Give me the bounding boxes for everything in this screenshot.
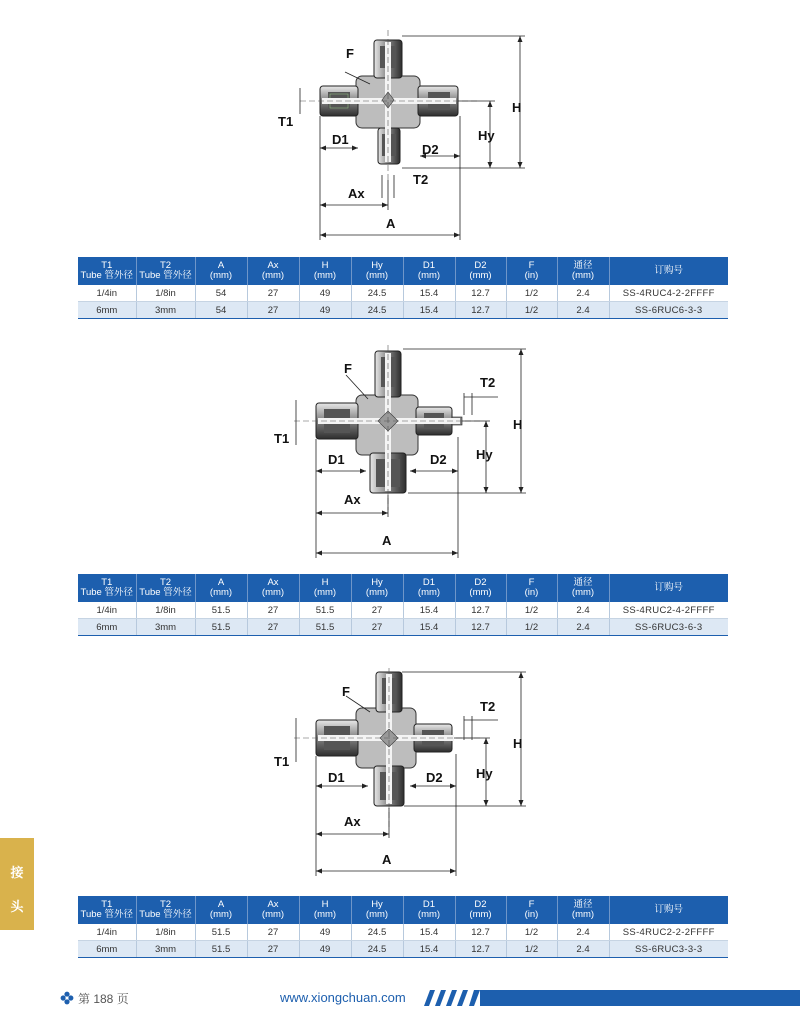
header-h: H (mm) bbox=[299, 257, 351, 285]
cell: 15.4 bbox=[403, 285, 455, 302]
table-row bbox=[78, 924, 728, 941]
cell: 24.5 bbox=[351, 941, 403, 958]
header-ax: Ax (mm) bbox=[247, 896, 299, 924]
cell: 15.4 bbox=[403, 924, 455, 941]
cell: 2.4 bbox=[557, 302, 609, 319]
header-f: F (in) bbox=[506, 257, 557, 285]
table-header-row bbox=[78, 257, 728, 285]
label-t2: T2 bbox=[413, 172, 429, 187]
cell: 1/8in bbox=[136, 602, 195, 619]
cell: 1/4in bbox=[78, 602, 136, 619]
header-ax: Ax (mm) bbox=[247, 257, 299, 285]
label-hy: Hy bbox=[478, 128, 495, 143]
header-a: A (mm) bbox=[195, 896, 247, 924]
cell: 51.5 bbox=[195, 602, 247, 619]
label-ax: Ax bbox=[344, 814, 361, 829]
table-row bbox=[78, 602, 728, 619]
cell: 1/2 bbox=[506, 924, 557, 941]
header-hy: Hy (mm) bbox=[351, 257, 403, 285]
label-a: A bbox=[382, 533, 392, 548]
order-number: SS-6RUC3-3-3 bbox=[609, 941, 728, 958]
flower-icon bbox=[60, 991, 74, 1005]
header-order-no: 订购号 bbox=[609, 896, 728, 924]
label-d2: D2 bbox=[430, 452, 447, 467]
cell: 12.7 bbox=[455, 924, 506, 941]
order-number: SS-4RUC2-2-2FFFF bbox=[609, 924, 728, 941]
label-d1: D1 bbox=[332, 132, 349, 147]
header-t1: T1 Tube 管外径 bbox=[78, 257, 136, 285]
page-number bbox=[60, 988, 129, 1008]
label-t2: T2 bbox=[480, 699, 496, 714]
cell: 51.5 bbox=[195, 619, 247, 636]
label-hy: Hy bbox=[476, 766, 493, 781]
cell: 49 bbox=[299, 302, 351, 319]
header-d1: D1 (mm) bbox=[403, 896, 455, 924]
page-number-text: 第 188 页 bbox=[78, 991, 129, 1006]
fitting-drawing bbox=[300, 30, 480, 180]
header-f: F (in) bbox=[506, 574, 557, 602]
cell: 12.7 bbox=[455, 602, 506, 619]
cell: 24.5 bbox=[351, 285, 403, 302]
cell: 1/8in bbox=[136, 285, 195, 302]
header-bore: 通径 (mm) bbox=[557, 896, 609, 924]
header-d2: D2 (mm) bbox=[455, 896, 506, 924]
fitting-drawing bbox=[294, 668, 483, 828]
cell: 27 bbox=[351, 602, 403, 619]
cell: 6mm bbox=[78, 619, 136, 636]
cell: 6mm bbox=[78, 941, 136, 958]
cell: 3mm bbox=[136, 941, 195, 958]
cell: 51.5 bbox=[195, 924, 247, 941]
cell: 24.5 bbox=[351, 924, 403, 941]
stripe-decoration bbox=[424, 990, 480, 1006]
header-t1: T1 Tube 管外径 bbox=[78, 896, 136, 924]
cell: 54 bbox=[195, 285, 247, 302]
spec-table-3 bbox=[78, 896, 728, 958]
cell: 3mm bbox=[136, 302, 195, 319]
spec-table-2 bbox=[78, 574, 728, 636]
fitting-drawing bbox=[294, 345, 483, 510]
header-a: A (mm) bbox=[195, 574, 247, 602]
label-h: H bbox=[513, 736, 523, 751]
header-d1: D1 (mm) bbox=[403, 257, 455, 285]
website-link[interactable]: www.xiongchuan.com bbox=[280, 990, 406, 1005]
label-h: H bbox=[512, 100, 522, 115]
section-side-tab bbox=[0, 838, 34, 930]
label-h: H bbox=[513, 417, 523, 432]
header-d1: D1 (mm) bbox=[403, 574, 455, 602]
label-t1: T1 bbox=[278, 114, 294, 129]
cell: 12.7 bbox=[455, 619, 506, 636]
cell: 51.5 bbox=[195, 941, 247, 958]
label-hy: Hy bbox=[476, 447, 493, 462]
cell: 27 bbox=[247, 924, 299, 941]
cross-fitting-diagram-2 bbox=[268, 345, 538, 560]
header-t2: T2 Tube 管外径 bbox=[136, 574, 195, 602]
cell: 49 bbox=[299, 941, 351, 958]
cell: 1/2 bbox=[506, 302, 557, 319]
table-row bbox=[78, 285, 728, 302]
cell: 2.4 bbox=[557, 602, 609, 619]
label-f: F bbox=[346, 46, 354, 61]
cell: 12.7 bbox=[455, 285, 506, 302]
label-t1: T1 bbox=[274, 754, 290, 769]
cell: 6mm bbox=[78, 302, 136, 319]
cell: 1/2 bbox=[506, 602, 557, 619]
label-a: A bbox=[382, 852, 392, 867]
cell: 12.7 bbox=[455, 302, 506, 319]
cell: 1/8in bbox=[136, 924, 195, 941]
order-number: SS-6RUC3-6-3 bbox=[609, 619, 728, 636]
header-h: H (mm) bbox=[299, 574, 351, 602]
label-f: F bbox=[344, 361, 352, 376]
label-ax: Ax bbox=[344, 492, 361, 507]
cell: 1/2 bbox=[506, 285, 557, 302]
header-a: A (mm) bbox=[195, 257, 247, 285]
header-hy: Hy (mm) bbox=[351, 574, 403, 602]
header-bore: 通径 (mm) bbox=[557, 574, 609, 602]
header-f: F (in) bbox=[506, 896, 557, 924]
header-t2: T2 Tube 管外径 bbox=[136, 896, 195, 924]
order-number: SS-4RUC4-2-2FFFF bbox=[609, 285, 728, 302]
cell: 49 bbox=[299, 285, 351, 302]
cell: 3mm bbox=[136, 619, 195, 636]
table-row bbox=[78, 941, 728, 958]
cell: 51.5 bbox=[299, 619, 351, 636]
label-d1: D1 bbox=[328, 452, 345, 467]
order-number: SS-6RUC6-3-3 bbox=[609, 302, 728, 319]
spec-table-1 bbox=[78, 257, 728, 319]
table-row bbox=[78, 619, 728, 636]
table-row bbox=[78, 302, 728, 319]
table-header-row bbox=[78, 896, 728, 924]
cell: 12.7 bbox=[455, 941, 506, 958]
header-ax: Ax (mm) bbox=[247, 574, 299, 602]
label-a: A bbox=[386, 216, 396, 231]
cell: 1/2 bbox=[506, 941, 557, 958]
footer-bar bbox=[480, 990, 800, 1006]
header-order-no: 订购号 bbox=[609, 257, 728, 285]
cell: 1/4in bbox=[78, 285, 136, 302]
cell: 27 bbox=[247, 619, 299, 636]
header-d2: D2 (mm) bbox=[455, 257, 506, 285]
cell: 2.4 bbox=[557, 285, 609, 302]
cell: 49 bbox=[299, 924, 351, 941]
order-number: SS-4RUC2-4-2FFFF bbox=[609, 602, 728, 619]
cell: 2.4 bbox=[557, 941, 609, 958]
table-header-row bbox=[78, 574, 728, 602]
header-h: H (mm) bbox=[299, 896, 351, 924]
cell: 15.4 bbox=[403, 602, 455, 619]
cell: 1/4in bbox=[78, 924, 136, 941]
cell: 27 bbox=[247, 285, 299, 302]
label-ax: Ax bbox=[348, 186, 365, 201]
cell: 27 bbox=[247, 941, 299, 958]
cross-fitting-diagram-3 bbox=[268, 668, 538, 880]
cross-fitting-diagram-1 bbox=[270, 30, 540, 242]
cell: 51.5 bbox=[299, 602, 351, 619]
header-hy: Hy (mm) bbox=[351, 896, 403, 924]
cell: 24.5 bbox=[351, 302, 403, 319]
label-t1: T1 bbox=[274, 431, 290, 446]
cell: 1/2 bbox=[506, 619, 557, 636]
header-t1: T1 Tube 管外径 bbox=[78, 574, 136, 602]
header-t2: T2 Tube 管外径 bbox=[136, 257, 195, 285]
label-t2: T2 bbox=[480, 375, 496, 390]
cell: 2.4 bbox=[557, 924, 609, 941]
cell: 15.4 bbox=[403, 619, 455, 636]
cell: 27 bbox=[247, 602, 299, 619]
header-bore: 通径 (mm) bbox=[557, 257, 609, 285]
header-order-no: 订购号 bbox=[609, 574, 728, 602]
header-d2: D2 (mm) bbox=[455, 574, 506, 602]
label-d2: D2 bbox=[426, 770, 443, 785]
label-d2: D2 bbox=[422, 142, 439, 157]
label-f: F bbox=[342, 684, 350, 699]
side-tab-char-2: 头 bbox=[10, 900, 24, 915]
cell: 54 bbox=[195, 302, 247, 319]
cell: 27 bbox=[247, 302, 299, 319]
label-d1: D1 bbox=[328, 770, 345, 785]
cell: 27 bbox=[351, 619, 403, 636]
cell: 15.4 bbox=[403, 302, 455, 319]
side-tab-char-1: 接 bbox=[10, 866, 24, 881]
cell: 2.4 bbox=[557, 619, 609, 636]
cell: 15.4 bbox=[403, 941, 455, 958]
